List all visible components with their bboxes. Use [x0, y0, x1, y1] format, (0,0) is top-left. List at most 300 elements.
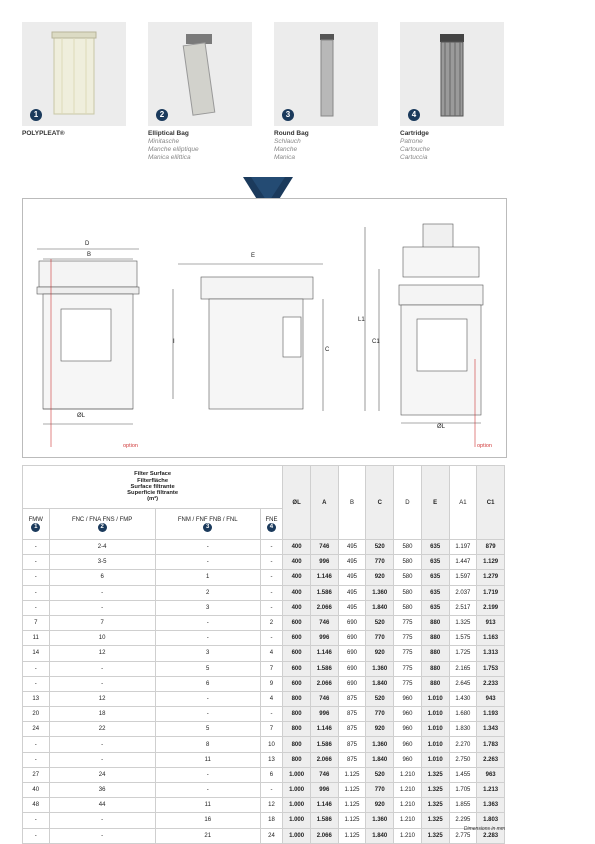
table-cell: 920 [366, 798, 394, 813]
table-cell: 875 [338, 752, 366, 767]
table-cell: 875 [338, 722, 366, 737]
filter-card-elliptical [148, 22, 252, 126]
table-cell: 2.517 [449, 600, 477, 615]
table-cell: 2.037 [449, 585, 477, 600]
table-cell: 6 [49, 570, 155, 585]
table-header-row [23, 466, 505, 509]
filter-alt-name: Manche [274, 146, 298, 153]
col-header-diameter: ØL [283, 466, 311, 540]
dim-label-l1: L1 [358, 317, 365, 323]
table-cell: 1.146 [310, 722, 338, 737]
table-cell: 800 [283, 752, 311, 767]
table-cell: 2.750 [449, 752, 477, 767]
table-cell: 3-5 [49, 555, 155, 570]
filter-number-badge: 1 [30, 109, 42, 121]
table-cell: 7 [49, 615, 155, 630]
filter-alt-name: Cartouche [400, 146, 430, 153]
table-cell: 6 [260, 767, 283, 782]
table-cell: 943 [477, 691, 505, 706]
filter-alt-name: Manche elliptique [148, 146, 199, 153]
table-cell: 960 [394, 722, 422, 737]
table-cell: 1 [155, 570, 260, 585]
table-cell: 746 [310, 540, 338, 555]
subheader-label: FNC / FNA FNS / FMP [71, 516, 133, 523]
table-cell: - [23, 752, 50, 767]
table-cell: 1.840 [366, 676, 394, 691]
table-cell: 1.210 [394, 813, 422, 828]
table-cell: 800 [283, 722, 311, 737]
table-cell: 635 [421, 540, 449, 555]
table-cell: 775 [394, 631, 422, 646]
subheader-fne [260, 509, 283, 540]
subheader-fnm [155, 509, 260, 540]
table-cell: 1.360 [366, 813, 394, 828]
filter-number-badge: 3 [203, 523, 212, 532]
table-cell: 2.165 [449, 661, 477, 676]
table-cell: 14 [23, 646, 50, 661]
dim-label-e: E [251, 253, 256, 259]
table-cell: 746 [310, 767, 338, 782]
table-cell: 11 [23, 631, 50, 646]
filter-card-polypleat [22, 22, 126, 126]
table-cell: 1.146 [310, 646, 338, 661]
table-cell: - [23, 828, 50, 843]
table-cell: 580 [394, 600, 422, 615]
table-cell: 1.840 [366, 752, 394, 767]
table-cell: 10 [49, 631, 155, 646]
table-cell: 880 [421, 676, 449, 691]
table-cell: 920 [366, 722, 394, 737]
table-cell: 2 [155, 585, 260, 600]
table-cell: 1.000 [283, 828, 311, 843]
table-cell: 1.213 [477, 783, 505, 798]
table-cell: 1.586 [310, 737, 338, 752]
table-cell: 770 [366, 631, 394, 646]
table-cell: - [49, 585, 155, 600]
table-cell: 1.830 [449, 722, 477, 737]
filter-alt-name: Manica ellittica [148, 154, 191, 161]
table-cell: 2.066 [310, 828, 338, 843]
table-cell: 1.000 [283, 783, 311, 798]
table-cell: - [23, 540, 50, 555]
filter-alt-name: Manica [274, 154, 295, 161]
table-cell: 24 [23, 722, 50, 737]
table-row [23, 813, 505, 828]
table-cell: 2.263 [477, 752, 505, 767]
table-cell: 1.447 [449, 555, 477, 570]
table-cell: 880 [421, 646, 449, 661]
table-cell: 1.840 [366, 600, 394, 615]
table-cell: 9 [260, 676, 283, 691]
table-cell: 2.270 [449, 737, 477, 752]
table-cell: - [49, 752, 155, 767]
table-cell: 4 [260, 646, 283, 661]
filter-alt-name: Schlauch [274, 138, 301, 145]
table-cell: 18 [260, 813, 283, 828]
table-cell: - [49, 600, 155, 615]
table-cell: 1.455 [449, 767, 477, 782]
table-cell: 800 [283, 707, 311, 722]
col-header-c: C [366, 466, 394, 540]
table-cell: 920 [366, 646, 394, 661]
table-cell: 600 [283, 631, 311, 646]
table-cell: 600 [283, 615, 311, 630]
dim-label-l: ØL [77, 413, 86, 419]
table-cell: 1.325 [421, 828, 449, 843]
table-cell: 3 [155, 600, 260, 615]
table-cell: 875 [338, 707, 366, 722]
subheader-fnc [49, 509, 155, 540]
table-cell: 996 [310, 707, 338, 722]
col-header-d: D [394, 466, 422, 540]
dim-label-b: B [87, 252, 92, 258]
filter-number-badge: 2 [98, 523, 107, 532]
table-cell: 1.325 [449, 615, 477, 630]
table-cell: - [23, 676, 50, 691]
table-cell: - [23, 555, 50, 570]
table-cell: 960 [394, 691, 422, 706]
table-cell: 1.010 [421, 722, 449, 737]
table-cell: 520 [366, 540, 394, 555]
table-cell: 1.010 [421, 752, 449, 767]
table-cell: 960 [394, 737, 422, 752]
dim-label-d: D [85, 241, 90, 247]
table-cell: 1.360 [366, 737, 394, 752]
table-cell: 1.129 [477, 555, 505, 570]
filter-caption-round-bag [274, 130, 309, 162]
filter-name: POLYPLEAT® [22, 130, 65, 137]
table-cell: 1.343 [477, 722, 505, 737]
table-cell: 996 [310, 555, 338, 570]
table-cell: 2.066 [310, 600, 338, 615]
table-cell: 1.855 [449, 798, 477, 813]
table-cell: 12 [49, 691, 155, 706]
table-cell: 7 [260, 722, 283, 737]
table-cell: 48 [23, 798, 50, 813]
filter-number-badge: 4 [408, 109, 420, 121]
table-cell: 1.840 [366, 828, 394, 843]
table-cell: 21 [155, 828, 260, 843]
table-cell: 1.000 [283, 813, 311, 828]
filter-surface-header [23, 466, 283, 509]
table-cell: 520 [366, 691, 394, 706]
dim-label-c1: C1 [372, 339, 380, 345]
table-cell: 1.360 [366, 585, 394, 600]
table-cell: - [155, 691, 260, 706]
filter-caption-elliptical [148, 130, 199, 162]
filter-number-badge: 4 [267, 523, 276, 532]
table-cell: 24 [260, 828, 283, 843]
table-row [23, 752, 505, 767]
table-cell: 1.279 [477, 570, 505, 585]
table-cell: 996 [310, 783, 338, 798]
dimensions-footnote: Dimensions in mm [463, 826, 505, 832]
col-header-c1: C1 [477, 466, 505, 540]
table-cell: 996 [310, 631, 338, 646]
table-cell: 1.125 [338, 828, 366, 843]
filter-caption-polypleat [22, 130, 65, 138]
table-cell: 1.575 [449, 631, 477, 646]
filter-card-cartridge [400, 22, 504, 126]
table-cell: 495 [338, 600, 366, 615]
table-cell: 18 [49, 707, 155, 722]
table-cell: - [260, 540, 283, 555]
table-cell: 1.125 [338, 767, 366, 782]
filter-name: Round Bag [274, 130, 309, 137]
filter-alt-name: Patrone [400, 138, 423, 145]
option-label: option [123, 443, 138, 449]
table-cell: 1.360 [366, 661, 394, 676]
surface-header-line: Surface filtrante [130, 483, 175, 490]
filter-name: Elliptical Bag [148, 130, 189, 137]
filter-number-badge: 1 [31, 523, 40, 532]
table-cell: 20 [23, 707, 50, 722]
table-cell: 495 [338, 555, 366, 570]
table-cell: 36 [49, 783, 155, 798]
subheader-label: FMW [28, 516, 43, 523]
table-cell: 2.066 [310, 676, 338, 691]
table-row [23, 615, 505, 630]
surface-header-line: (m²) [147, 496, 159, 503]
table-cell: 1.719 [477, 585, 505, 600]
table-cell: 920 [366, 570, 394, 585]
table-cell: 1.010 [421, 691, 449, 706]
table-cell: 1.325 [421, 767, 449, 782]
table-cell: 875 [338, 737, 366, 752]
table-cell: 11 [155, 798, 260, 813]
table-cell: 775 [394, 646, 422, 661]
table-cell: 2-4 [49, 540, 155, 555]
table-cell: 1.000 [283, 798, 311, 813]
table-cell: 580 [394, 540, 422, 555]
table-cell: 1.783 [477, 737, 505, 752]
table-cell: 880 [421, 661, 449, 676]
table-cell: 690 [338, 661, 366, 676]
table-cell: 495 [338, 585, 366, 600]
table-row [23, 828, 505, 843]
table-cell: 1.210 [394, 828, 422, 843]
table-cell: 24 [49, 767, 155, 782]
surface-header-line: Superficie filtrante [127, 490, 179, 497]
table-row [23, 646, 505, 661]
table-cell: - [155, 615, 260, 630]
table-cell: 27 [23, 767, 50, 782]
table-row [23, 631, 505, 646]
table-cell: 2.199 [477, 600, 505, 615]
table-cell: - [260, 555, 283, 570]
table-cell: 960 [394, 707, 422, 722]
table-row [23, 798, 505, 813]
table-cell: 800 [283, 737, 311, 752]
table-cell: 875 [338, 691, 366, 706]
table-cell: 1.313 [477, 646, 505, 661]
table-cell: 580 [394, 585, 422, 600]
table-cell: 12 [49, 646, 155, 661]
filter-alt-name: Cartuccia [400, 154, 428, 161]
table-cell: 1.586 [310, 661, 338, 676]
table-cell: - [260, 631, 283, 646]
table-cell: 1.325 [421, 798, 449, 813]
table-cell: 1.586 [310, 813, 338, 828]
table-cell: 2.283 [477, 828, 505, 843]
table-cell: 690 [338, 646, 366, 661]
table-cell: 770 [366, 707, 394, 722]
table-cell: 600 [283, 676, 311, 691]
table-row [23, 570, 505, 585]
table-cell: 600 [283, 646, 311, 661]
filter-alt-name: Minitasche [148, 138, 180, 145]
table-row [23, 691, 505, 706]
table-cell: 2.233 [477, 676, 505, 691]
table-cell: 580 [394, 555, 422, 570]
table-cell: 1.010 [421, 707, 449, 722]
table-cell: 635 [421, 555, 449, 570]
table-cell: 400 [283, 585, 311, 600]
table-row [23, 555, 505, 570]
table-cell: - [155, 783, 260, 798]
table-cell: - [155, 707, 260, 722]
table-cell: 1.325 [421, 783, 449, 798]
table-cell: 4 [260, 691, 283, 706]
table-cell: 1.803 [477, 813, 505, 828]
table-cell: 7 [23, 615, 50, 630]
table-cell: 400 [283, 540, 311, 555]
table-row [23, 722, 505, 737]
table-cell: - [49, 737, 155, 752]
table-cell: 913 [477, 615, 505, 630]
table-cell: - [155, 767, 260, 782]
table-cell: - [23, 813, 50, 828]
filter-number-badge: 2 [156, 109, 168, 121]
table-cell: 495 [338, 570, 366, 585]
table-cell: - [155, 555, 260, 570]
table-row [23, 540, 505, 555]
table-cell: 600 [283, 661, 311, 676]
filter-name: Cartridge [400, 130, 429, 137]
table-cell: - [260, 600, 283, 615]
surface-header-line: Filterfläche [137, 477, 169, 484]
table-cell: 1.146 [310, 798, 338, 813]
table-cell: 879 [477, 540, 505, 555]
table-cell: 1.210 [394, 798, 422, 813]
table-cell: 690 [338, 615, 366, 630]
table-cell: 1.146 [310, 570, 338, 585]
table-cell: 2.066 [310, 752, 338, 767]
table-cell: 2.645 [449, 676, 477, 691]
table-row [23, 767, 505, 782]
table-cell: 1.210 [394, 767, 422, 782]
table-cell: 746 [310, 691, 338, 706]
table-cell: 580 [394, 570, 422, 585]
filter-number-badge: 3 [282, 109, 294, 121]
table-cell: 1.325 [421, 813, 449, 828]
table-cell: 1.753 [477, 661, 505, 676]
subheader-label: FNE [265, 516, 278, 523]
table-cell: 5 [155, 722, 260, 737]
table-row [23, 585, 505, 600]
technical-drawing [22, 198, 507, 458]
table-cell: 44 [49, 798, 155, 813]
table-cell: 1.125 [338, 783, 366, 798]
table-cell: 775 [394, 676, 422, 691]
table-row [23, 661, 505, 676]
table-cell: 1.125 [338, 798, 366, 813]
table-cell: - [23, 585, 50, 600]
table-cell: - [49, 828, 155, 843]
table-cell: 2.295 [449, 813, 477, 828]
filter-caption-cartridge [400, 130, 430, 162]
dim-label-l2: ØL [437, 424, 446, 430]
table-cell: 1.725 [449, 646, 477, 661]
table-cell: 3 [155, 646, 260, 661]
table-cell: 880 [421, 631, 449, 646]
table-cell: 1.000 [283, 767, 311, 782]
table-cell: 1.197 [449, 540, 477, 555]
table-cell: 1.125 [338, 813, 366, 828]
table-body [23, 540, 505, 844]
dimensions-table [22, 465, 505, 844]
table-cell: - [49, 676, 155, 691]
table-cell: 1.210 [394, 783, 422, 798]
table-cell: 690 [338, 631, 366, 646]
table-cell: 1.430 [449, 691, 477, 706]
table-cell: - [23, 661, 50, 676]
table-cell: 400 [283, 600, 311, 615]
col-header-b: B [338, 466, 366, 540]
table-cell: 7 [260, 661, 283, 676]
table-row [23, 707, 505, 722]
filter-card-round-bag [274, 22, 378, 126]
table-cell: 13 [260, 752, 283, 767]
table-cell: 2 [260, 615, 283, 630]
table-cell: 12 [260, 798, 283, 813]
table-row [23, 676, 505, 691]
table-cell: 635 [421, 570, 449, 585]
table-cell: 1.163 [477, 631, 505, 646]
table-cell: - [260, 707, 283, 722]
table-row [23, 737, 505, 752]
table-cell: 1.680 [449, 707, 477, 722]
table-cell: 775 [394, 661, 422, 676]
surface-header-line: Filter Surface [134, 471, 172, 478]
table-cell: 635 [421, 585, 449, 600]
table-cell: 6 [155, 676, 260, 691]
dim-label-c: C [325, 347, 330, 353]
table-cell: 400 [283, 570, 311, 585]
table-cell: 746 [310, 615, 338, 630]
table-row [23, 783, 505, 798]
table-cell: - [49, 813, 155, 828]
dimension-drawing [23, 199, 506, 457]
table-cell: 8 [155, 737, 260, 752]
table-cell: - [23, 600, 50, 615]
table-cell: 520 [366, 615, 394, 630]
subheader-fmw [23, 509, 50, 540]
table-cell: 1.597 [449, 570, 477, 585]
option-label: option [477, 443, 492, 449]
table-cell: 13 [23, 691, 50, 706]
col-header-e: E [421, 466, 449, 540]
table-cell: - [260, 570, 283, 585]
table-cell: 1.705 [449, 783, 477, 798]
table-cell: 800 [283, 691, 311, 706]
table-cell: 1.010 [421, 737, 449, 752]
table-cell: 1.193 [477, 707, 505, 722]
table-cell: 1.586 [310, 585, 338, 600]
col-header-a1: A1 [449, 466, 477, 540]
table-cell: - [155, 631, 260, 646]
table-cell: - [23, 737, 50, 752]
